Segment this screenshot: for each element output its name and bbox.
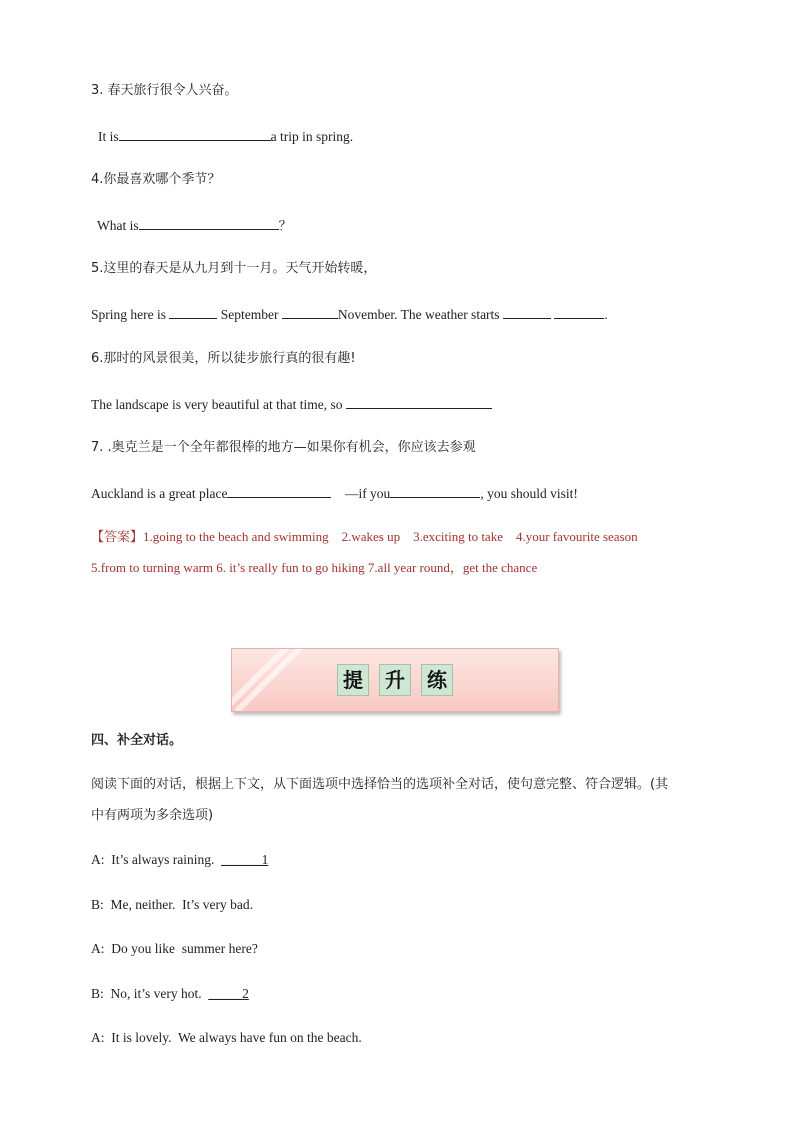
q4-blank[interactable] — [139, 215, 279, 230]
banner-char: 提 — [337, 664, 369, 696]
question-7-english — [91, 483, 578, 504]
section-heading: 四、补全对话。 — [91, 733, 183, 748]
q5-blank-4[interactable] — [554, 304, 604, 319]
answer-line-1 — [91, 527, 638, 548]
q7-blank-1[interactable] — [227, 483, 331, 498]
question-4-english — [97, 215, 292, 237]
q5-blank-2[interactable] — [282, 304, 338, 319]
question-5-chinese: 5.这里的春天是从九月到十一月。天气开始转暖， — [91, 261, 377, 276]
dialogue-line — [91, 939, 258, 959]
q4-suffix: ？ — [278, 219, 292, 234]
q3-prefix: It is — [98, 129, 119, 144]
question-3-chinese: 3. 春天旅行很令人兴奋。 — [91, 83, 238, 98]
dialogue-blank[interactable]: _____2 — [208, 986, 249, 1001]
q7-blank-2[interactable] — [390, 483, 480, 498]
dialogue-text: B: Me, neither. It’s very bad. — [91, 897, 253, 912]
question-7-chinese: 7. .奥克兰是一个全年都很棒的地方—如果你有机会，你应该去参观 — [91, 440, 476, 455]
dialogue-line — [91, 984, 249, 1004]
q6-blank[interactable] — [346, 394, 492, 409]
dialogue-line — [91, 1028, 362, 1048]
q3-suffix: a trip in spring. — [270, 129, 354, 144]
q3-blank[interactable] — [119, 126, 271, 141]
q5-part-d: . — [604, 307, 608, 322]
dialogue-line — [91, 850, 268, 870]
dialogue-text: B: No, it’s very hot. — [91, 986, 209, 1001]
q7-part-b: —if you — [344, 486, 391, 501]
dialogue-blank[interactable]: ______1 — [221, 852, 269, 867]
q6-prefix: The landscape is very beautiful at that time, so — [91, 397, 343, 412]
section-instruction-2: 中有两项为多余选项) — [91, 808, 214, 823]
section-instruction-1: 阅读下面的对话，根据上下文，从下面选项中选择恰当的选项补全对话，使句意完整、符合逻辑。(其 — [91, 777, 669, 792]
q5-part-b: September — [220, 307, 279, 322]
q5-part-c: November. The weather starts — [337, 307, 500, 322]
dialogue-text: A: Do you like summer here? — [91, 941, 258, 956]
answer-text-1: 1.going to the beach and swimming 2.wakes up 3.exciting to take 4.your favourite season — [143, 529, 638, 544]
dialogue-text: A: It is lovely. We always have fun on the beach. — [91, 1030, 362, 1045]
question-5-english — [91, 304, 608, 325]
q4-prefix: What is — [97, 218, 139, 233]
banner-char: 升 — [379, 664, 411, 696]
q7-part-c: , you should visit! — [480, 486, 578, 501]
question-3-english — [98, 126, 353, 147]
answer-line-2: 5.from to turning warm 6. it’s really fun to go hiking 7.all year round，get the chance — [91, 560, 538, 575]
banner-char: 练 — [421, 664, 453, 696]
q5-part-a: Spring here is — [91, 307, 166, 322]
answer-tag: 【答案】 — [91, 530, 144, 545]
dialogue-text: A: It’s always raining. — [91, 852, 222, 867]
question-4-chinese: 4.你最喜欢哪个季节？ — [91, 172, 221, 187]
practice-banner — [231, 648, 559, 712]
dialogue-line — [91, 895, 253, 915]
q5-blank-1[interactable] — [169, 304, 217, 319]
question-6-chinese: 6.那时的风景很美，所以徒步旅行真的很有趣! — [91, 351, 356, 366]
question-6-english — [91, 394, 492, 415]
q5-blank-3[interactable] — [503, 304, 551, 319]
q7-part-a: Auckland is a great place — [91, 486, 228, 501]
